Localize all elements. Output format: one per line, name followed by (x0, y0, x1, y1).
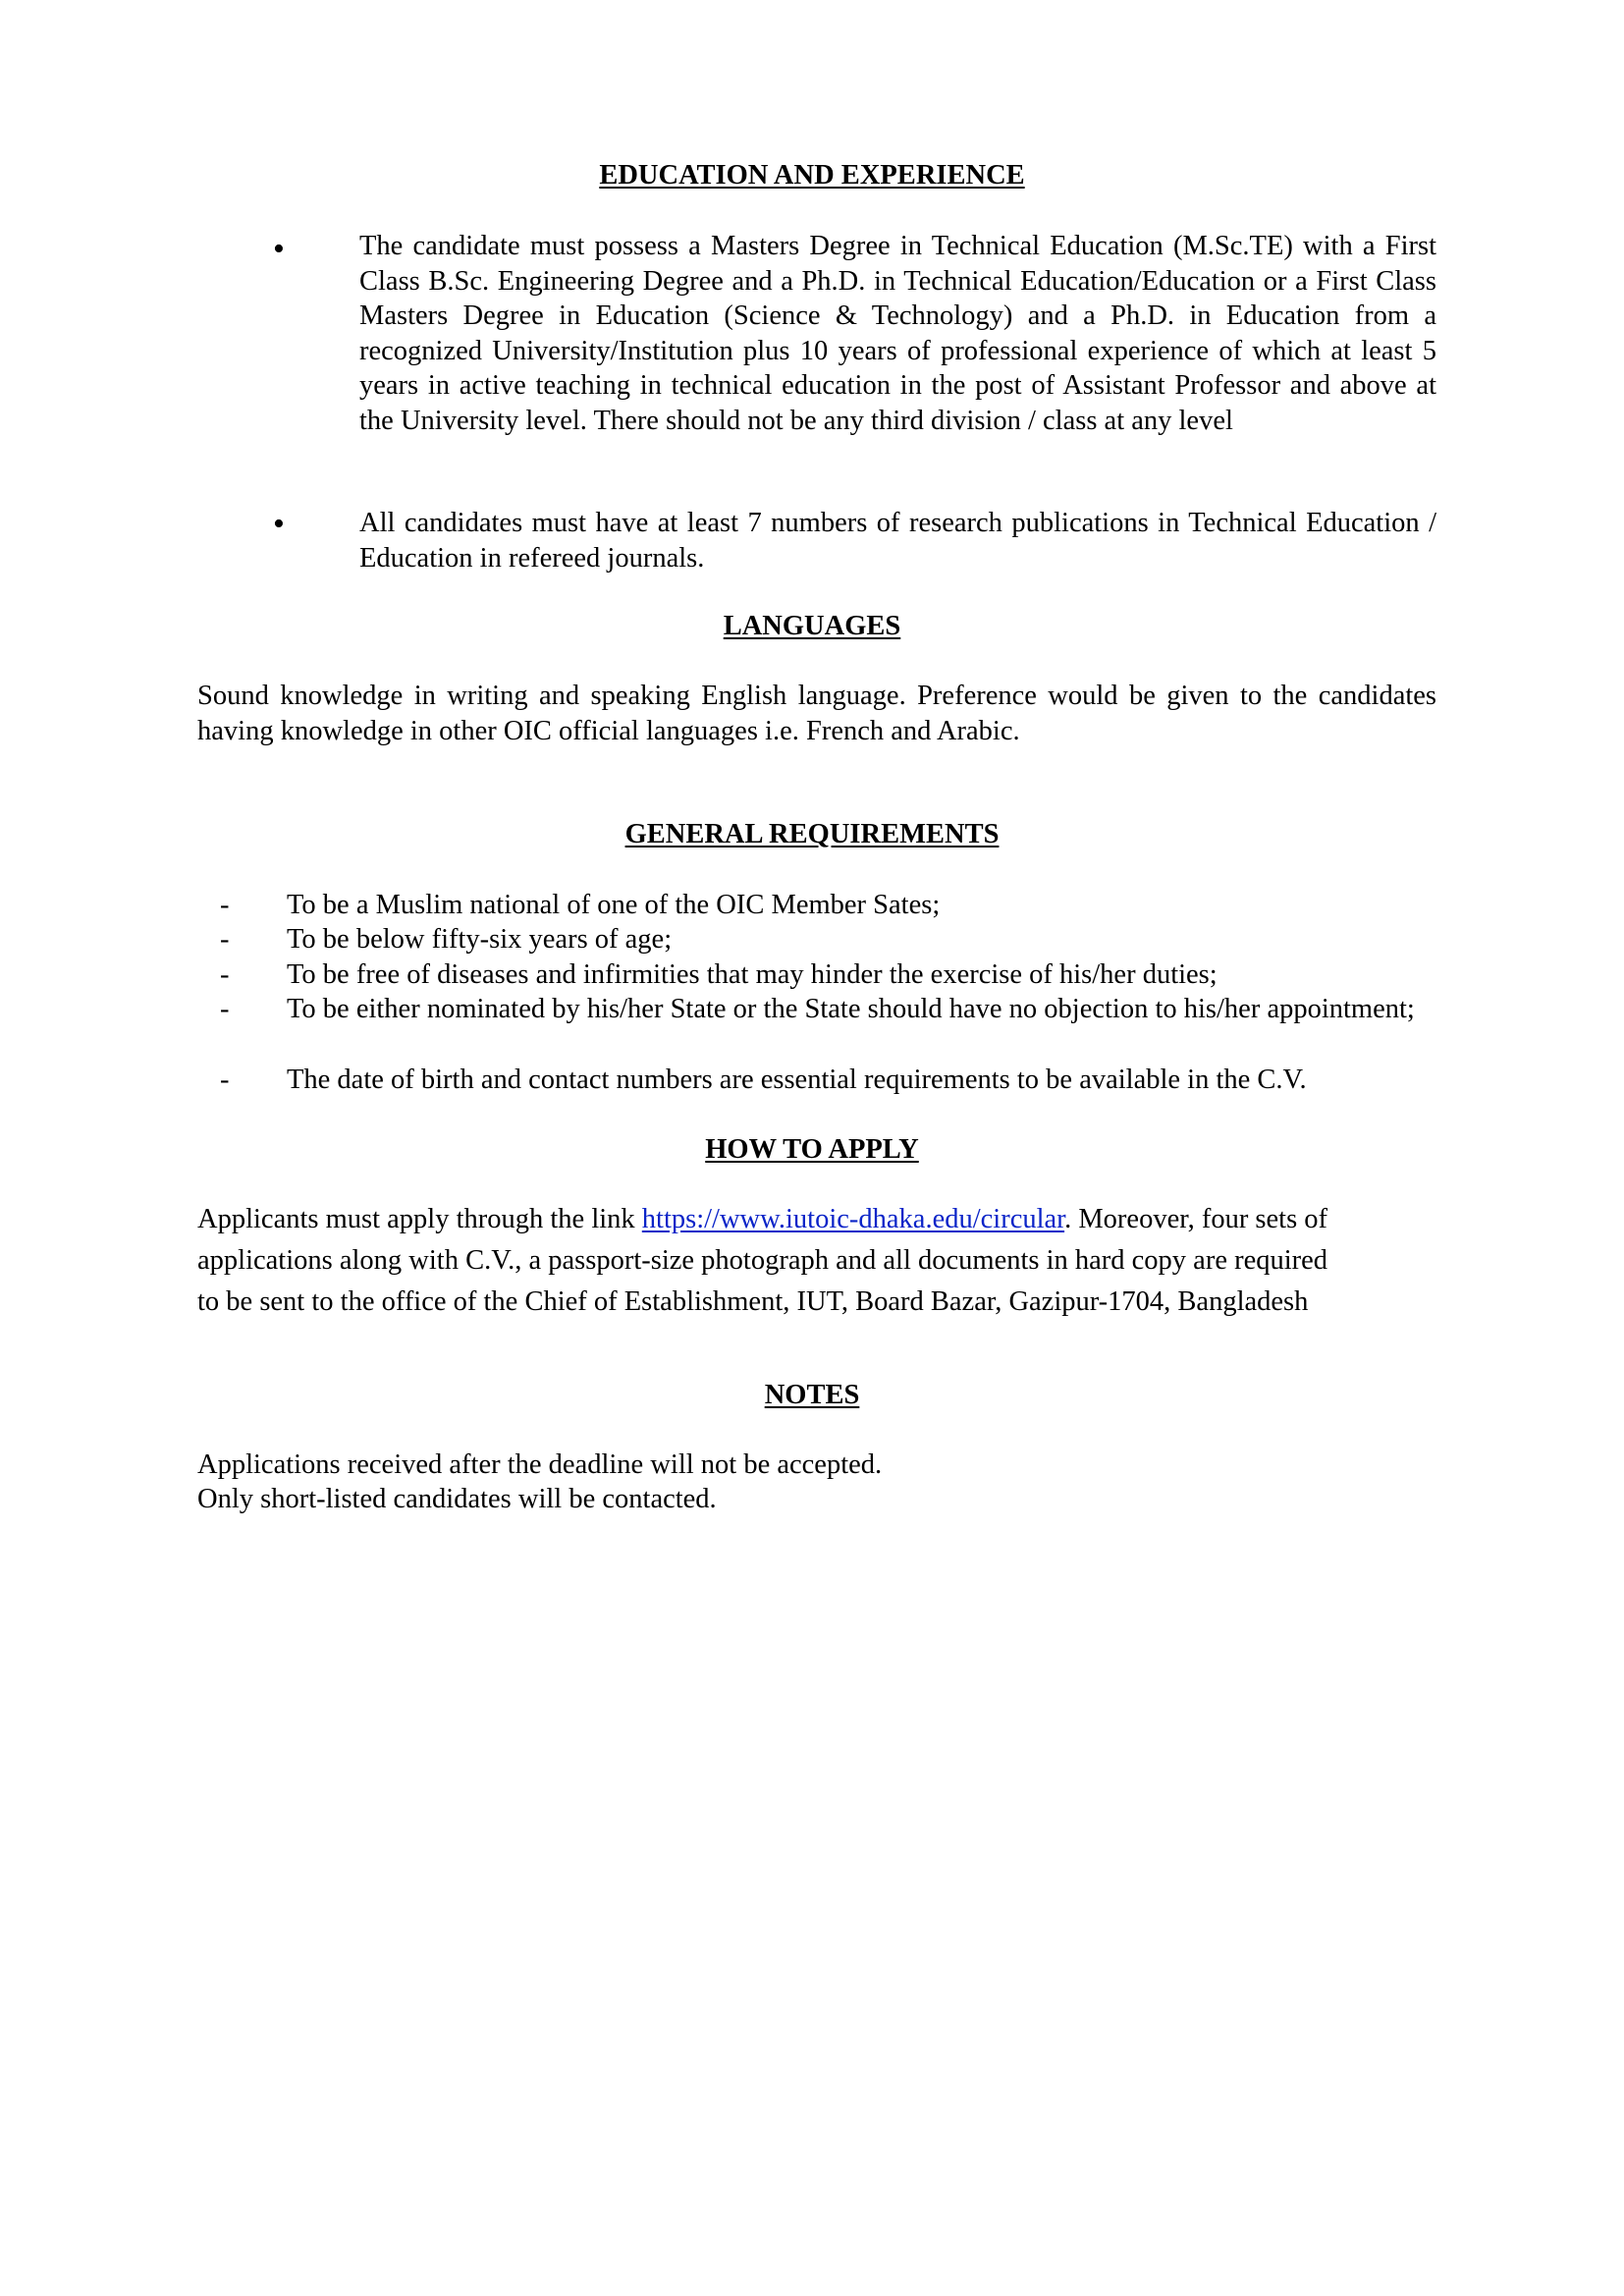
dash-marker: - (220, 924, 230, 955)
bullet-icon: • (273, 231, 285, 267)
list-item: To be free of diseases and infirmities that may hinder the exercise of his/her duties; (287, 959, 1218, 990)
education-requirement-item: The candidate must possess a Masters Degree in Technical Education (M.Sc.TE) with a First Class B.Sc. Engineering Degree and a Ph.D. in Technical Education/Education or a First Class Masters Degree in Education (Science & Technology) and a Ph.D. in Education from a recognized University/Institution plus 10 years of professional experience of which at least 5 years in active teaching in technical education in the post of Assistant Professor and above at the University level. There should not be any third division / class at any level (359, 231, 1436, 436)
list-item: To be a Muslim national of one of the OIC Member Sates; (287, 890, 941, 920)
dash-marker: - (220, 1065, 230, 1095)
notes-heading: NOTES (764, 1380, 860, 1410)
how-to-apply-heading: HOW TO APPLY (705, 1134, 919, 1165)
apply-text: . Moreover, four sets of (1064, 1204, 1328, 1234)
list-item: To be either nominated by his/her State or the State should have no objection to his/her appointment; (287, 994, 1415, 1024)
apply-line-2: applications along with C.V., a passport-size photograph and all documents in hard copy are required (197, 1245, 1328, 1276)
dash-marker: - (220, 890, 230, 920)
education-heading: EDUCATION AND EXPERIENCE (599, 160, 1025, 191)
circular-link[interactable]: https://www.iutoic-dhaka.edu/circular (641, 1204, 1065, 1234)
languages-heading: LANGUAGES (723, 611, 901, 641)
languages-text: Sound knowledge in writing and speaking English language. Preference would be given to the candidates having knowledge in other OIC official languages i.e. French and Arabic. (197, 681, 1436, 746)
dash-marker: - (220, 994, 230, 1024)
apply-line-1 (197, 1202, 1327, 1237)
apply-line-3: to be sent to the office of the Chief of Establishment, IUT, Board Bazar, Gazipur-1704, Bangladesh (197, 1286, 1309, 1317)
note-line: Only short-listed candidates will be contacted. (197, 1484, 717, 1514)
dash-marker: - (220, 959, 230, 990)
list-item: To be below fifty-six years of age; (287, 924, 673, 955)
general-requirements-heading: GENERAL REQUIREMENTS (624, 819, 1000, 849)
apply-text: Applicants must apply through the link (197, 1204, 642, 1234)
list-item: The date of birth and contact numbers are essential requirements to be available in the C.V. (287, 1065, 1307, 1095)
note-line: Applications received after the deadline will not be accepted. (197, 1449, 883, 1480)
publications-requirement-item: All candidates must have at least 7 numbers of research publications in Technical Education / Education in refereed journals. (359, 508, 1436, 574)
bullet-icon: • (273, 506, 285, 542)
